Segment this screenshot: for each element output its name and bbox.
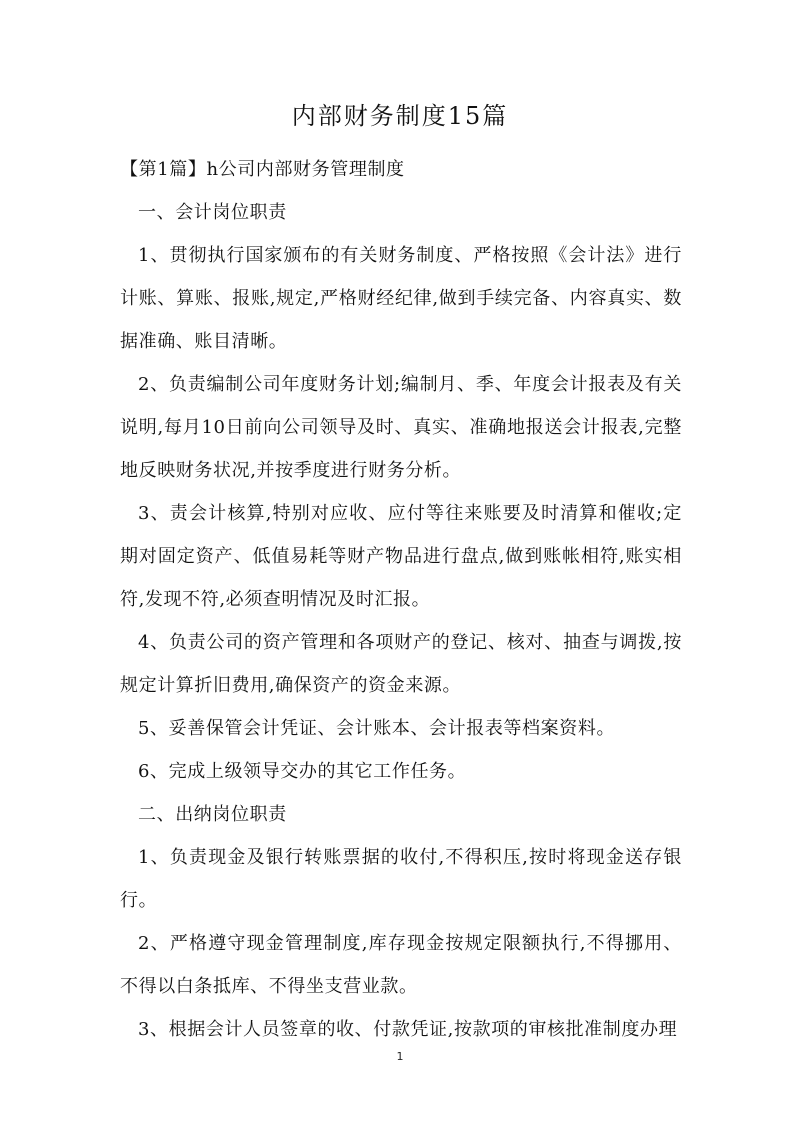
accounting-duty-3: 3、责会计核算,特别对应收、应付等往来账要及时清算和催收;定期对固定资产、低值易耗等财产物品进行盘点,做到账帐相符,账实相符,发现不符,必须查明情况及时汇报。 (120, 503, 682, 610)
accounting-duty-1: 1、贯彻执行国家颁布的有关财务制度、严格按照《会计法》进行计账、算账、报账,规定,严格财经纪律,做到手续完备、内容真实、数据准确、账目清晰。 (120, 245, 682, 352)
article-header: 【第1篇】h公司内部财务管理制度 (120, 159, 405, 180)
section-heading-cashier: 二、出纳岗位职责 (138, 804, 287, 825)
cashier-duty-2: 2、严格遵守现金管理制度,库存现金按规定限额执行,不得挪用、不得以白条抵库、不得坐支营业款。 (120, 933, 682, 997)
document-title: 内部财务制度15篇 (291, 102, 509, 130)
cashier-duty-3: 3、根据会计人员签章的收、付款凭证,按款项的审核批准制度办理 (138, 1019, 678, 1040)
section-heading-accounting: 一、会计岗位职责 (138, 202, 287, 223)
accounting-duty-2: 2、负责编制公司年度财务计划;编制月、季、年度会计报表及有关说明,每月10日前向公司领导及时、真实、准确地报送会计报表,完整地反映财务状况,并按季度进行财务分析。 (120, 374, 682, 481)
cashier-duty-1: 1、负责现金及银行转账票据的收付,不得积压,按时将现金送存银行。 (120, 847, 682, 911)
page-number: 1 (396, 1050, 404, 1063)
accounting-duty-4: 4、负责公司的资产管理和各项财产的登记、核对、抽查与调拨,按规定计算折旧费用,确保资产的资金来源。 (120, 632, 682, 696)
document-body (120, 148, 682, 1051)
accounting-duty-6: 6、完成上级领导交办的其它工作任务。 (138, 761, 467, 782)
accounting-duty-5: 5、妥善保管会计凭证、会计账本、会计报表等档案资料。 (138, 718, 616, 739)
